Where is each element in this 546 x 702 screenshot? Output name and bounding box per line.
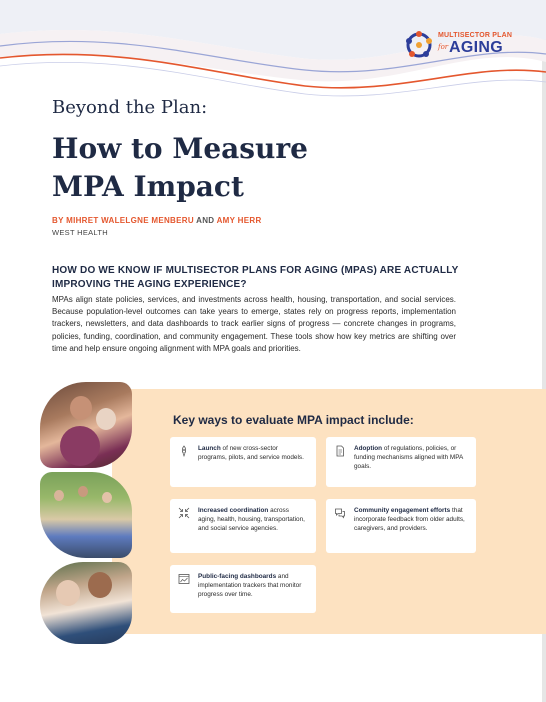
lead-question: HOW DO WE KNOW IF MULTISECTOR PLANS FOR AGING (MPAS) ARE ACTUALLY IMPROVING THE AGING EXPERIENCE? <box>52 265 459 290</box>
card-coordination-bold: Increased coordination <box>198 507 269 514</box>
logo-line1: MULTISECTOR PLAN <box>438 32 513 39</box>
ways-title: Key ways to evaluate MPA impact include: <box>173 413 414 427</box>
byline-by: BY <box>52 216 64 225</box>
page-title <box>52 130 432 206</box>
card-dashboards <box>170 565 316 613</box>
title-line-2: MPA Impact <box>52 170 244 203</box>
brand-logo <box>404 30 524 62</box>
dashboard-icon <box>178 573 190 585</box>
card-adoption <box>326 437 476 487</box>
byline <box>52 216 262 225</box>
author-1: MIHRET WALELGNE MENBERU <box>66 216 194 225</box>
kicker: Beyond the Plan: <box>52 97 208 118</box>
title-line-1: How to Measure <box>52 132 308 165</box>
arrows-converge-icon <box>178 507 190 519</box>
card-launch <box>170 437 316 487</box>
card-community-text: that incorporate feedback from older adults, caregivers, and providers. <box>354 507 465 532</box>
photo-caregiver-and-elder <box>40 382 132 468</box>
logo-for: for <box>438 43 449 51</box>
card-dashboards-text: and implementation trackers that monitor progress over time. <box>198 573 302 598</box>
card-community-bold: Community engagement efforts <box>354 507 451 514</box>
logo-aging: AGING <box>449 39 503 56</box>
document-icon <box>334 445 346 457</box>
card-coordination <box>170 499 316 553</box>
card-adoption-bold: Adoption <box>354 445 383 452</box>
photo-group-walking <box>40 472 132 558</box>
card-dashboards-bold: Public-facing dashboards <box>198 573 277 580</box>
card-launch-bold: Launch <box>198 445 221 452</box>
affiliation: WEST HEALTH <box>52 228 108 237</box>
card-launch-text: of new cross-sector programs, pilots, and service models. <box>198 445 304 461</box>
byline-and: AND <box>196 216 215 225</box>
logo-mark-icon <box>404 30 434 60</box>
card-adoption-text: of regulations, policies, or funding mechanisms aligned with MPA goals. <box>354 445 463 470</box>
card-coordination-text: across aging, health, housing, transportation, and social service agencies. <box>198 507 305 532</box>
photo-column <box>40 382 132 644</box>
card-community <box>326 499 476 553</box>
photo-elder-and-grandson <box>40 562 132 644</box>
author-2: AMY HERR <box>216 216 262 225</box>
rocket-icon <box>178 445 190 457</box>
intro-paragraph: MPAs align state policies, services, and investments across health, housing, transportation, and social services. Because population-level outcomes can take years to emerge, states rely on progress reports, implementation trackers, newsletters, and data dashboards to track earlier signs of progress — concrete changes in programs, policies, funding, coordination, and community engagement. These tools show how key metrics are shifting over time and help ensure ongoing alignment with MPA goals and priorities. <box>52 295 456 353</box>
chat-bubbles-icon <box>334 507 346 519</box>
